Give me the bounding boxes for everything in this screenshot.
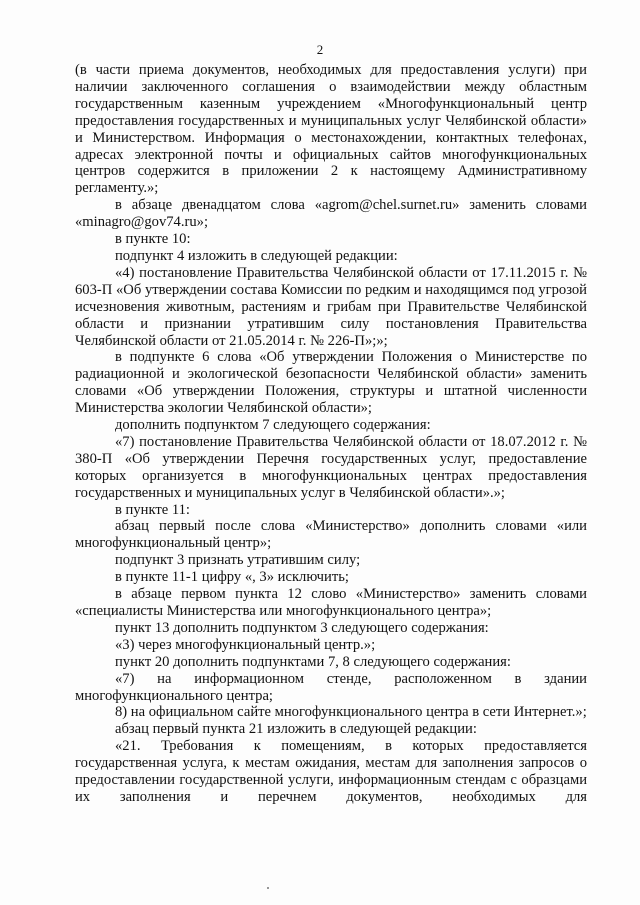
paragraph: дополнить подпунктом 7 следующего содержания: [115,417,431,434]
paragraph: абзац первый после слова «Министерство» дополнить словами «или многофункциональный центр»; [75,518,587,552]
paragraph: (в части приема документов, необходимых для предоставления услуги) при наличии заключенного соглашения о взаимодействии между областным государственным казенным учреждением «Многофункциональный центр предоставления государственных и муниципальных услуг Челябинской области» и Министерством. Информация о местонахождении, контактных телефонах, адресах электронной почты и официальных сайтов многофункциональных центров содержится в приложении 2 к настоящему Административному регламенту.»; [75,62,587,197]
paragraph: «7) постановление Правительства Челябинской области от 18.07.2012 г. № 380-П «Об утверждении Перечня государственных услуг, предоставление которых организуется в многофункциональных центрах предоставления государственных и муниципальных услуг в Челябинской области».»; [75,433,587,501]
paragraph: в абзаце двенадцатом слова «agrom@chel.surnet.ru» заменить словами «minagro@gov74.ru»; [75,197,587,231]
paragraph: пункт 13 дополнить подпунктом 3 следующего содержания: [115,619,489,636]
paragraph: «4) постановление Правительства Челябинской области от 17.11.2015 г. № 603-П «Об утверждении состава Комиссии по редким и находящимся под угрозой исчезновения животным, растениям и грибам при Правительстве Челябинской области и признании утратившим силу постановления Правительства Челябинской области от 21.05.2014 г. № 226-П»;»; [75,264,587,349]
paragraph: пункт 20 дополнить подпунктами 7, 8 следующего содержания: [115,653,511,670]
paragraph: 8) на официальном сайте многофункционального центра в сети Интернет.»; [115,704,587,721]
paragraph: в пункте 11: [115,501,190,518]
paragraph: в подпункте 6 слова «Об утверждении Положения о Министерстве по радиационной и экологической безопасности Челябинской области» заменить словами «Об утверждении Положения, структуры и штатной численности Министерства экологии Челябинской области»; [75,349,587,417]
paragraph: «3) через многофункциональный центр.»; [115,636,376,653]
paragraph: в пункте 10: [115,231,191,248]
page-number: 2 [316,42,324,57]
document-body [75,62,587,806]
scan-speck [267,887,269,889]
paragraph: «21. Требования к помещениям, в которых предоставляется государственная услуга, к местам ожидания, местам для заполнения запросов о предоставлении государственной услуги, информационным стендам с образцами их заполнения и перечнем документов, необходимых для [75,738,587,805]
paragraph: подпункт 3 признать утратившим силу; [115,552,361,569]
paragraph: в пункте 11-1 цифру «, 3» исключить; [115,569,349,586]
paragraph: в абзаце первом пункта 12 слово «Министерство» заменить словами «специалисты Министерства или многофункционального центра»; [75,586,587,619]
paragraph: подпункт 4 изложить в следующей редакции: [115,247,398,264]
paragraph: «7) на информационном стенде, расположенном в здании многофункционального центра; [75,670,587,704]
paragraph: абзац первый пункта 21 изложить в следующей редакции: [115,721,477,738]
